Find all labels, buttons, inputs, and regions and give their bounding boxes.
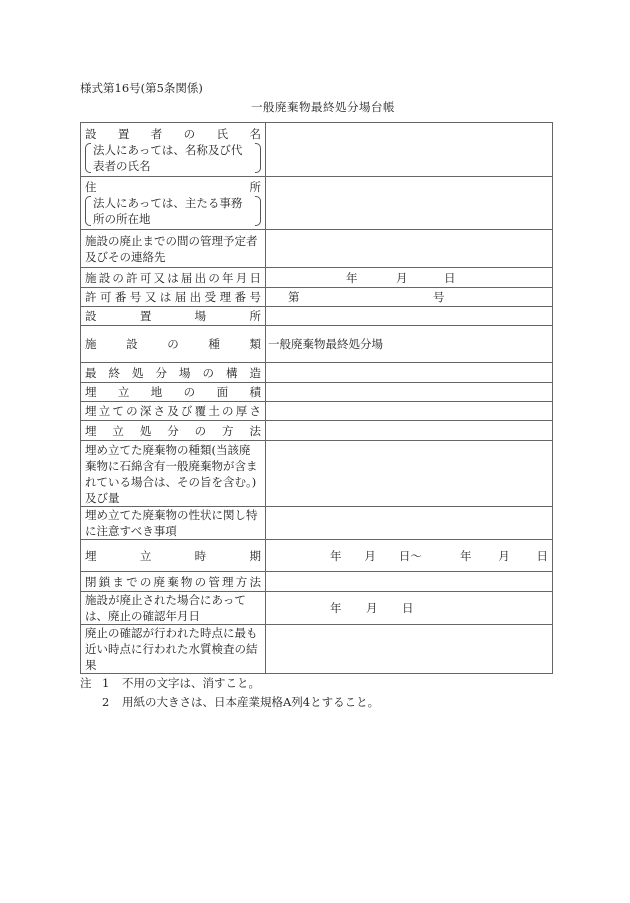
label-location: 設 置 場 所 bbox=[81, 307, 266, 326]
row-permit-number bbox=[81, 288, 553, 307]
bracket-note: 法人にあっては、主たる事務 所の所在地 bbox=[85, 195, 261, 227]
label-permit-number: 許 可 番 号 又 は 届 出 受 理 番 号 bbox=[81, 288, 266, 307]
value-waste-type-quantity[interactable] bbox=[266, 441, 553, 507]
value-address[interactable] bbox=[266, 177, 553, 230]
value-disposal-method[interactable] bbox=[266, 421, 553, 441]
row-waste-properties bbox=[81, 507, 553, 540]
value-landfill-period[interactable]: 年 月 日〜 年 月 日 bbox=[266, 540, 553, 572]
label-installer-name bbox=[81, 123, 266, 177]
note-item: 2 用紙の大きさは、日本産業規格A列4とすること。 bbox=[102, 695, 380, 709]
value-manager-contact[interactable] bbox=[266, 230, 553, 268]
ledger-table bbox=[80, 122, 553, 674]
row-water-quality-result bbox=[81, 625, 553, 674]
row-closure-management bbox=[81, 572, 553, 592]
label-structure: 最 終 処 分 場 の 構 造 bbox=[81, 363, 266, 383]
label-water-quality-result: 廃止の確認が行われた時点に最も 近い時点に行われた水質検査の結 果 bbox=[81, 625, 266, 674]
row-permit-date bbox=[81, 268, 553, 288]
note-item: 注 1 不用の文字は、消すこと。 bbox=[80, 674, 379, 693]
document-title: 一般廃棄物最終処分場台帳 bbox=[251, 100, 395, 114]
value-facility-type[interactable]: 一般廃棄物最終処分場 bbox=[266, 326, 553, 363]
row-landfill-period bbox=[81, 540, 553, 572]
spread-label: 設 置 者 の 氏 名 bbox=[85, 126, 261, 141]
label-depth-cover: 埋 立 て の 深 さ 及 び 覆 土 の 厚 さ bbox=[81, 402, 266, 421]
value-abolition-date[interactable]: 年 月 日 bbox=[266, 592, 553, 625]
value-water-quality-result[interactable] bbox=[266, 625, 553, 674]
row-disposal-method bbox=[81, 421, 553, 441]
bracket-note: 法人にあっては、名称及び代 表者の氏名 bbox=[85, 142, 261, 174]
value-waste-properties[interactable] bbox=[266, 507, 553, 540]
value-closure-management[interactable] bbox=[266, 572, 553, 592]
label-permit-date: 施 設 の 許 可 又 は 届 出 の 年 月 日 bbox=[81, 268, 266, 288]
note-mark: 注 bbox=[80, 676, 92, 690]
label-closure-management: 閉 鎖 ま で の 廃 棄 物 の 管 理 方 法 bbox=[81, 572, 266, 592]
label-landfill-period: 埋 立 時 期 bbox=[81, 540, 266, 572]
label-address: 住 所 法人にあっては、主たる事務 所の所在地 bbox=[81, 177, 266, 230]
row-manager-contact bbox=[81, 230, 553, 268]
row-structure bbox=[81, 363, 553, 383]
row-landfill-area bbox=[81, 383, 553, 402]
row-location bbox=[81, 307, 553, 326]
value-structure[interactable] bbox=[266, 363, 553, 383]
label-manager-contact: 施設の廃止までの間の管理予定者 及びその連絡先 bbox=[81, 230, 266, 268]
row-abolition-date bbox=[81, 592, 553, 625]
label-waste-type-quantity: 埋め立てた廃棄物の種類(当該廃 棄物に石綿含有一般廃棄物が含ま れている場合は、その旨を含む。) 及び量 bbox=[81, 441, 266, 507]
label-waste-properties: 埋め立てた廃棄物の性状に関し特 に注意すべき事項 bbox=[81, 507, 266, 540]
notes bbox=[80, 674, 379, 712]
value-location[interactable] bbox=[266, 307, 553, 326]
label-facility-type: 施 設 の 種 類 bbox=[81, 326, 266, 363]
form-id: 様式第16号(第5条関係) bbox=[80, 81, 203, 95]
label-abolition-date: 施設が廃止された場合にあって は、廃止の確認年月日 bbox=[81, 592, 266, 625]
row-facility-type bbox=[81, 326, 553, 363]
value-permit-number[interactable]: 第 号 bbox=[266, 288, 553, 307]
label-landfill-area: 埋 立 地 の 面 積 bbox=[81, 383, 266, 402]
value-installer-name[interactable] bbox=[266, 123, 553, 177]
row-installer-name bbox=[81, 123, 553, 177]
row-address bbox=[81, 177, 553, 230]
row-depth-cover bbox=[81, 402, 553, 421]
value-landfill-area[interactable] bbox=[266, 383, 553, 402]
row-waste-type-quantity bbox=[81, 441, 553, 507]
label-disposal-method: 埋 立 処 分 の 方 法 bbox=[81, 421, 266, 441]
value-permit-date[interactable]: 年 月 日 bbox=[266, 268, 553, 288]
value-depth-cover[interactable] bbox=[266, 402, 553, 421]
